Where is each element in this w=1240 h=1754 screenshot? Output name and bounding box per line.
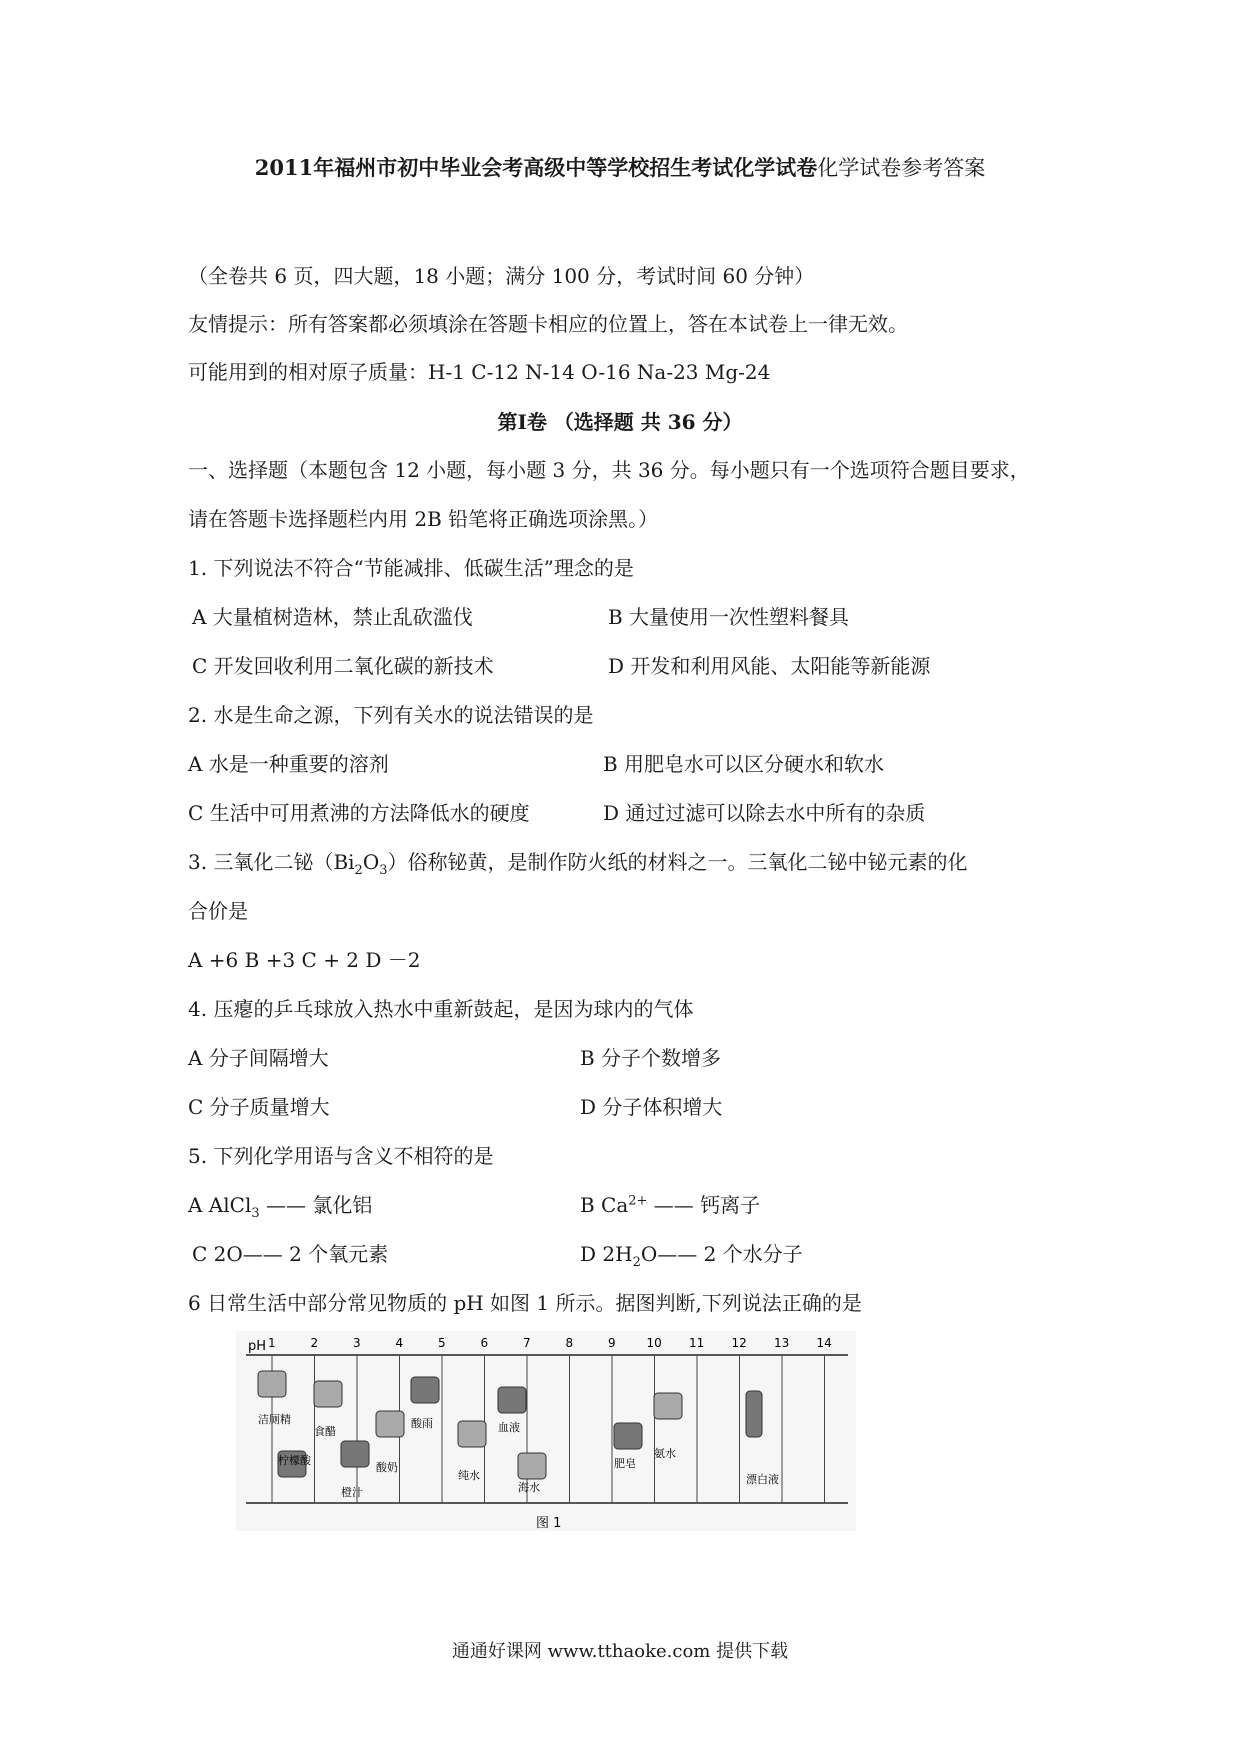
- q1-option-d: D 开发和利用风能、太阳能等新能源: [608, 654, 931, 678]
- footer: 通通好课网 www.tthaoke.com 提供下载: [451, 1641, 789, 1662]
- q5-option-a: [188, 1189, 372, 1221]
- q5-b-pre: B Ca: [580, 1193, 629, 1217]
- sea-icon: [518, 1453, 546, 1479]
- ph-item-label: 酸奶: [376, 1461, 398, 1474]
- ph-item-label: 肥皂: [614, 1457, 636, 1470]
- ph-item-label: 橙汁: [341, 1486, 363, 1499]
- ph-item-label: 纯水: [458, 1469, 480, 1482]
- ph-tick-label: 3: [353, 1336, 361, 1350]
- q2-option-c: C 生活中可用煮沸的方法降低水的硬度: [188, 801, 530, 825]
- q4-option-c: C 分子质量增大: [188, 1095, 330, 1119]
- part1-line-1: 一、选择题（本题包含 12 小题，每小题 3 分，共 36 分。每小题只有一个选项符合题目要求，: [188, 458, 1030, 482]
- ph-tick-label: 4: [395, 1336, 404, 1350]
- q5-a-sub: 3: [251, 1206, 260, 1221]
- q2-option-b: B 用肥皂水可以区分硬水和软水: [603, 752, 885, 776]
- q3-stem-post: ）俗称铋黄，是制作防火纸的材料之一。三氧化二铋中铋元素的化: [387, 850, 968, 874]
- section-title: 第Ⅰ卷 （选择题 共 36 分）: [497, 410, 743, 434]
- q4-option-d: D 分子体积增大: [580, 1095, 723, 1119]
- q5-a-pre: A AlCl: [188, 1193, 252, 1217]
- ph-tick-label: 10: [646, 1336, 662, 1350]
- page-title: [0, 152, 1240, 182]
- q5-b-post: —— 钙离子: [647, 1193, 761, 1217]
- intro-line-3: 可能用到的相对原子质量：H-1 C-12 N-14 O-16 Na-23 Mg-24: [188, 360, 771, 384]
- ph-tick-label: 6: [480, 1336, 489, 1350]
- ph-item-label: 洁厕精: [258, 1413, 291, 1426]
- figure-caption: 图 1: [536, 1516, 562, 1531]
- q3-stem-line-2: 合价是: [188, 899, 248, 923]
- ph-tick-label: 8: [565, 1336, 574, 1350]
- q5-option-c: C 2O—— 2 个氧元素: [192, 1242, 389, 1266]
- ph-item-label: 食醋: [314, 1425, 336, 1438]
- q3-sub-1: 2: [354, 863, 363, 878]
- ph-figure: [236, 1331, 856, 1531]
- q5-option-b: [580, 1189, 760, 1218]
- q2-option-a: A 水是一种重要的溶剂: [188, 752, 389, 776]
- detergent-bottle-icon: [258, 1371, 286, 1397]
- q3-sub-2: 3: [379, 863, 388, 878]
- q4-stem: 4. 压瘪的乒乓球放入热水中重新鼓起，是因为球内的气体: [188, 997, 694, 1021]
- q5-d-sub: 2: [632, 1255, 641, 1270]
- q3-stem-pre: 3. 三氧化二铋（Bi: [188, 850, 355, 874]
- part1-line-2: 请在答题卡选择题栏内用 2B 铅笔将正确选项涂黑。）: [188, 507, 659, 531]
- rain-cloud-icon: [411, 1377, 439, 1403]
- ph-item-label: 酸雨: [411, 1417, 433, 1430]
- ph-tick-label: 1: [268, 1336, 276, 1350]
- ph-item-label: 漂白液: [746, 1473, 779, 1486]
- q5-b-sup: 2+: [628, 1193, 648, 1209]
- q5-a-post: —— 氯化铝: [259, 1193, 373, 1217]
- q2-stem: 2. 水是生命之源，下列有关水的说法错误的是: [188, 703, 594, 727]
- ph-item-label: 氨水: [654, 1447, 676, 1460]
- blood-bag-icon: [498, 1387, 526, 1413]
- q4-option-b: B 分子个数增多: [580, 1046, 722, 1070]
- q1-option-c: C 开发回收利用二氧化碳的新技术: [192, 654, 494, 678]
- ph-axis-label: pH: [248, 1339, 267, 1354]
- ph-item-label: 海水: [518, 1481, 540, 1494]
- q1-stem: 1. 下列说法不符合“节能减排、低碳生活”理念的是: [188, 556, 634, 580]
- q5-stem: 5. 下列化学用语与含义不相符的是: [188, 1144, 494, 1168]
- q1-option-a: A 大量植树造林，禁止乱砍滥伐: [192, 605, 473, 629]
- ph-tick-label: 5: [438, 1336, 446, 1350]
- ph-tick-label: 11: [689, 1336, 705, 1350]
- title-plain: 化学试卷参考答案: [817, 156, 986, 180]
- q3-options: A +6 B +3 C + 2 D －2: [188, 948, 421, 972]
- ph-tick-label: 7: [523, 1336, 531, 1350]
- ph-tick-label: 14: [816, 1336, 832, 1350]
- q4-option-a: A 分子间隔增大: [188, 1046, 329, 1070]
- ph-item-label: 柠檬酸: [278, 1454, 311, 1467]
- bleach-bottle-icon: [746, 1391, 762, 1437]
- vinegar-bottle-icon: [314, 1381, 342, 1407]
- orange-icon: [341, 1441, 369, 1467]
- ph-tick-label: 9: [608, 1336, 616, 1350]
- intro-line-2: 友情提示：所有答案都必须填涂在答题卡相应的位置上，答在本试卷上一律无效。: [188, 312, 908, 336]
- q3-stem: [188, 846, 968, 878]
- water-glass-icon: [458, 1421, 486, 1447]
- beaker-icon: [654, 1393, 682, 1419]
- title-bold: 2011年福州市初中毕业会考高级中等学校招生考试化学试卷: [254, 155, 818, 180]
- q6-stem: 6 日常生活中部分常见物质的 pH 如图 1 所示。据图判断,下列说法正确的是: [188, 1291, 862, 1315]
- q5-d-pre: D 2H: [580, 1242, 633, 1266]
- ph-tick-label: 2: [310, 1336, 319, 1350]
- soap-icon: [614, 1423, 642, 1449]
- intro-line-1: （全卷共 6 页，四大题，18 小题；满分 100 分，考试时间 60 分钟）: [188, 264, 815, 288]
- ph-item-label: 血液: [498, 1421, 520, 1434]
- q3-stem-mid: O: [362, 850, 380, 874]
- yogurt-icon: [376, 1411, 404, 1437]
- q2-option-d: D 通过过滤可以除去水中所有的杂质: [603, 801, 926, 825]
- ph-tick-label: 13: [774, 1336, 790, 1350]
- q1-option-b: B 大量使用一次性塑料餐具: [608, 605, 850, 629]
- q5-d-post: O—— 2 个水分子: [640, 1242, 803, 1266]
- q5-option-d: [580, 1238, 803, 1270]
- ph-tick-label: 12: [731, 1336, 747, 1350]
